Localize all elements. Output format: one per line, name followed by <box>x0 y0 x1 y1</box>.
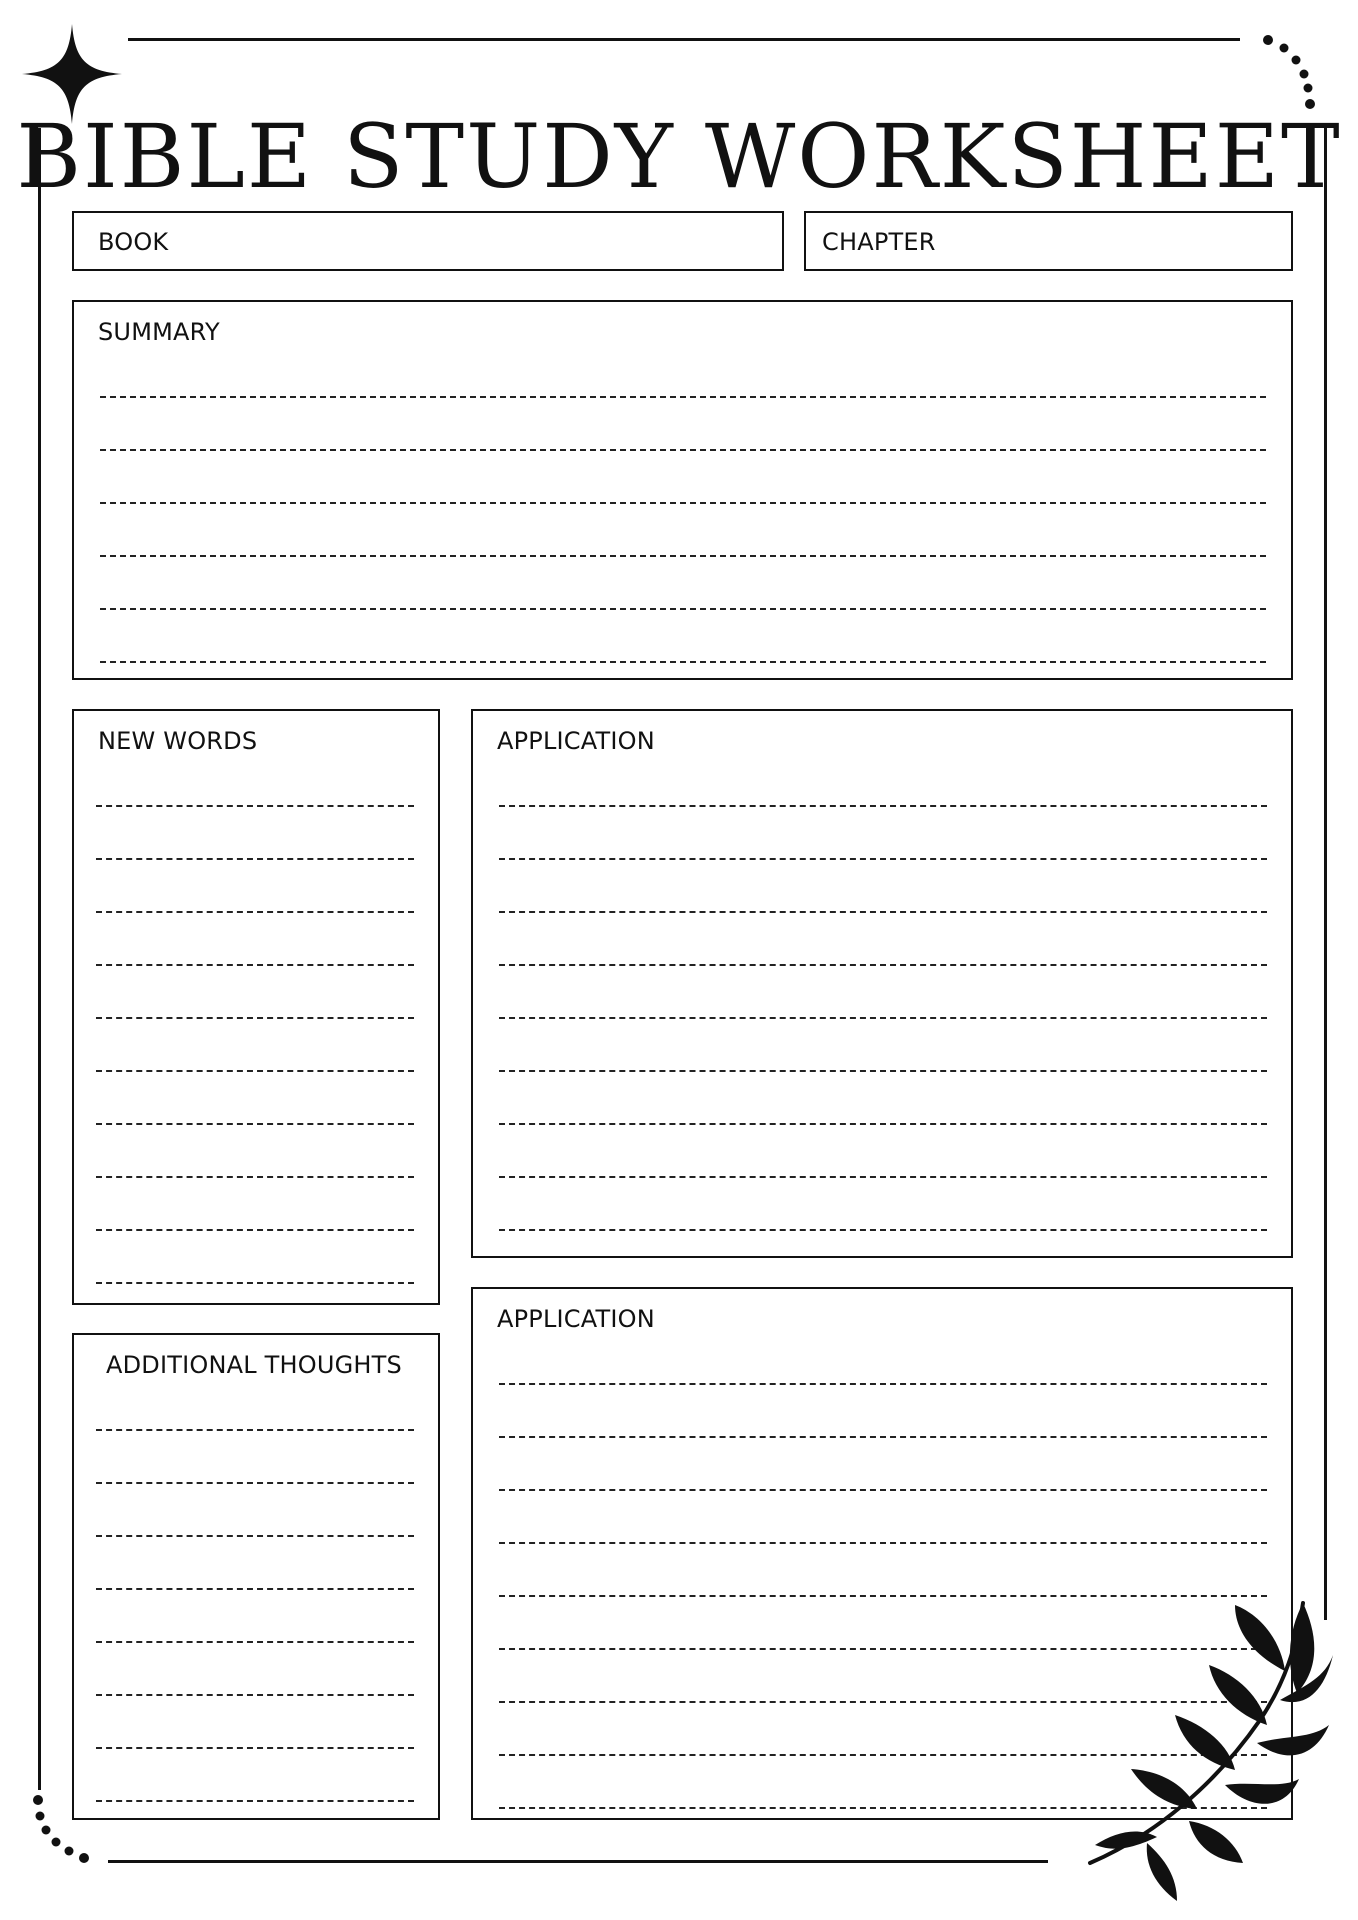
writing-line <box>96 1017 414 1019</box>
frame-bottom-line <box>108 1860 1048 1863</box>
writing-line <box>96 911 414 913</box>
page-title: BIBLE STUDY WORKSHEET <box>16 105 1342 208</box>
writing-line <box>96 1229 414 1231</box>
additional-thoughts-label: ADDITIONAL THOUGHTS <box>106 1351 402 1379</box>
writing-line <box>96 1747 414 1749</box>
writing-line <box>96 1123 414 1125</box>
writing-line <box>100 555 1266 557</box>
writing-line <box>96 1282 414 1284</box>
writing-line <box>96 1588 414 1590</box>
additional-thoughts-box[interactable] <box>72 1333 440 1820</box>
writing-line <box>499 964 1267 966</box>
new-words-label: NEW WORDS <box>98 727 258 755</box>
writing-line <box>499 858 1267 860</box>
writing-line <box>499 1229 1267 1231</box>
frame-top-line <box>128 38 1240 41</box>
writing-line <box>96 1176 414 1178</box>
application-label-1: APPLICATION <box>497 727 655 755</box>
writing-line <box>96 858 414 860</box>
writing-line <box>96 1535 414 1537</box>
writing-line <box>499 1383 1267 1385</box>
writing-line <box>96 1070 414 1072</box>
writing-line <box>100 608 1266 610</box>
writing-line <box>96 805 414 807</box>
writing-line <box>100 661 1266 663</box>
writing-line <box>96 1429 414 1431</box>
writing-line <box>499 1489 1267 1491</box>
writing-line <box>96 1482 414 1484</box>
writing-line <box>499 805 1267 807</box>
writing-line <box>100 449 1266 451</box>
writing-line <box>499 1542 1267 1544</box>
writing-line <box>499 1123 1267 1125</box>
writing-line <box>96 964 414 966</box>
writing-line <box>100 502 1266 504</box>
new-words-box[interactable] <box>72 709 440 1305</box>
chapter-field[interactable] <box>804 211 1293 271</box>
writing-line <box>96 1800 414 1802</box>
writing-line <box>96 1641 414 1643</box>
frame-left-line <box>38 128 41 1790</box>
summary-box[interactable] <box>72 300 1293 680</box>
summary-label: SUMMARY <box>98 318 220 346</box>
application-label-2: APPLICATION <box>497 1305 655 1333</box>
writing-line <box>499 911 1267 913</box>
leaf-branch-icon <box>1085 1585 1335 1905</box>
writing-line <box>100 396 1266 398</box>
writing-line <box>499 1070 1267 1072</box>
writing-line <box>499 1436 1267 1438</box>
book-field[interactable] <box>72 211 784 271</box>
chapter-label: CHAPTER <box>822 228 936 256</box>
writing-line <box>499 1176 1267 1178</box>
writing-line <box>96 1694 414 1696</box>
frame-right-line <box>1324 125 1327 1620</box>
book-label: BOOK <box>98 228 169 256</box>
writing-line <box>499 1017 1267 1019</box>
application-box-1[interactable] <box>471 709 1293 1258</box>
